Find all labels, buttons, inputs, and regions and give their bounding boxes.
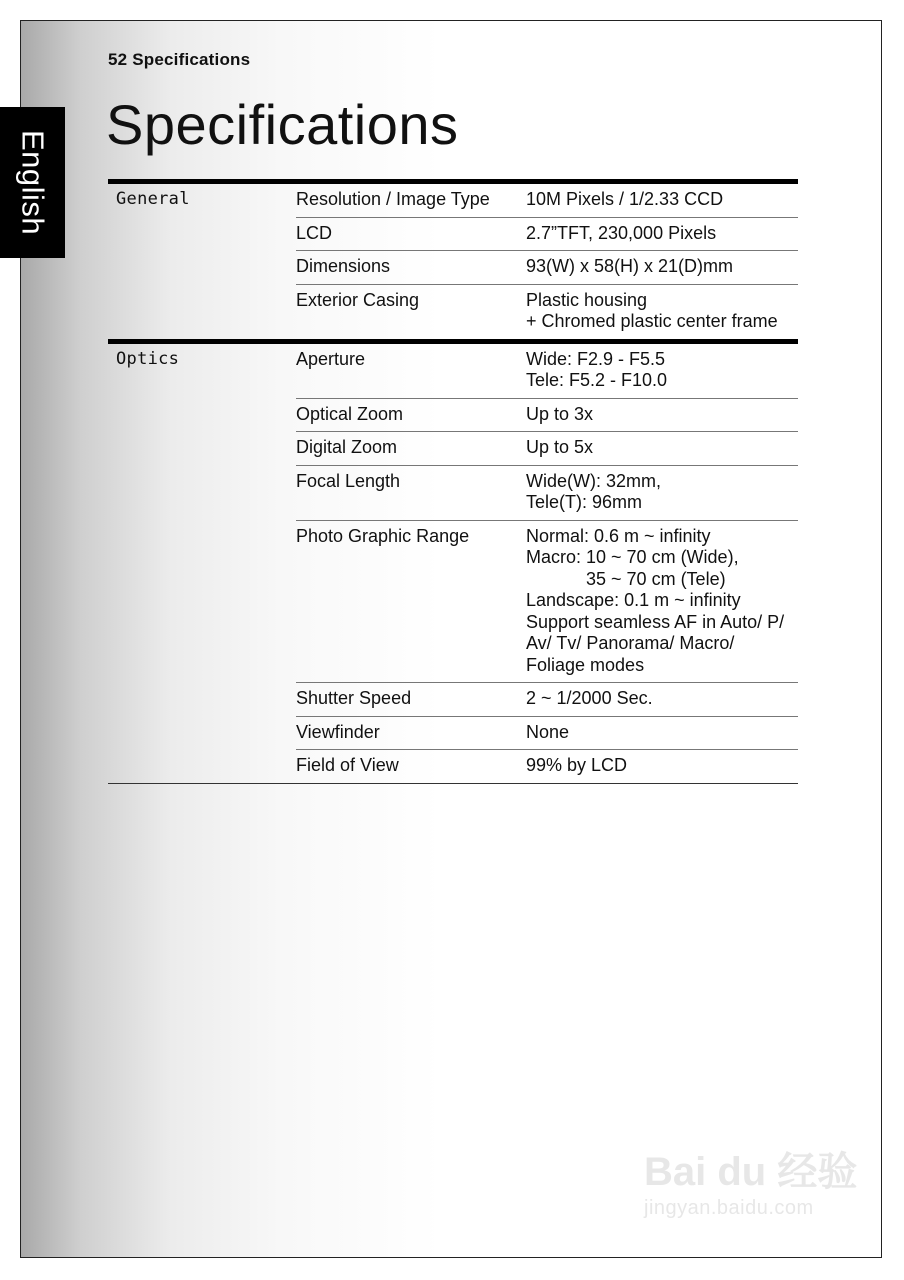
spec-row	[296, 431, 798, 465]
spec-name: Viewfinder	[296, 721, 380, 742]
spec-row	[296, 344, 798, 398]
spec-name: Optical Zoom	[296, 403, 404, 424]
spec-name: Resolution / Image Type	[296, 189, 490, 209]
page-title: Specifications	[106, 93, 459, 156]
spec-value: Normal: 0.6 m ~ infinity Macro: 10 ~ 70 cm (Wide), 35 ~ 70 cm (Tele) Landscape: 0.1 m ~ infinity Support seamless AF in Auto/ P/ Av/ Tv/ Panorama/ Macro/ Foliage modes	[526, 525, 785, 675]
spec-value: 99% by LCD	[526, 755, 628, 775]
spec-value: 2.7”TFT, 230,000 Pixels	[526, 222, 717, 243]
watermark-logo-text: Bai du 经验	[644, 1150, 858, 1194]
watermark-logo	[644, 1140, 864, 1250]
spec-row	[296, 716, 798, 750]
language-tab	[0, 107, 65, 258]
spec-name: Focal Length	[296, 470, 401, 491]
spec-section-optics	[108, 339, 798, 784]
spec-value: None	[526, 721, 570, 742]
section-category: General	[116, 189, 190, 209]
watermark-url: jingyan.baidu.com	[644, 1197, 814, 1219]
spec-row	[296, 520, 798, 683]
section-category: Optics	[116, 348, 180, 369]
spec-row	[296, 284, 798, 339]
spec-value: 93(W) x 58(H) x 21(D)mm	[526, 256, 734, 276]
spec-name: LCD	[296, 222, 333, 243]
spec-value: Plastic housing + Chromed plastic center frame	[526, 289, 778, 331]
spec-name: Aperture	[296, 348, 366, 369]
spec-name: Exterior Casing	[296, 289, 420, 310]
spec-row	[296, 250, 798, 284]
running-head: 52 Specifications	[108, 50, 251, 69]
spec-name: Field of View	[296, 755, 399, 775]
spec-row	[296, 184, 798, 217]
spec-row	[296, 465, 798, 520]
spec-name: Shutter Speed	[296, 688, 412, 708]
spec-row	[296, 398, 798, 432]
spec-value: 2 ~ 1/2000 Sec.	[526, 688, 653, 708]
spec-name: Photo Graphic Range	[296, 525, 470, 546]
spec-row	[296, 217, 798, 251]
spec-value: Wide(W): 32mm, Tele(T): 96mm	[526, 470, 661, 512]
spec-value: Wide: F2.9 - F5.5 Tele: F5.2 - F10.0	[526, 348, 668, 390]
language-tab-label: English	[15, 129, 51, 236]
spec-name: Dimensions	[296, 256, 391, 276]
spec-value: Up to 5x	[526, 437, 594, 457]
spec-row	[296, 682, 798, 716]
spec-table	[108, 179, 798, 784]
spec-value: Up to 3x	[526, 403, 594, 424]
spec-value: 10M Pixels / 1/2.33 CCD	[526, 189, 724, 209]
spec-row	[296, 749, 798, 783]
spec-section-general	[108, 179, 798, 339]
spec-name: Digital Zoom	[296, 437, 398, 457]
